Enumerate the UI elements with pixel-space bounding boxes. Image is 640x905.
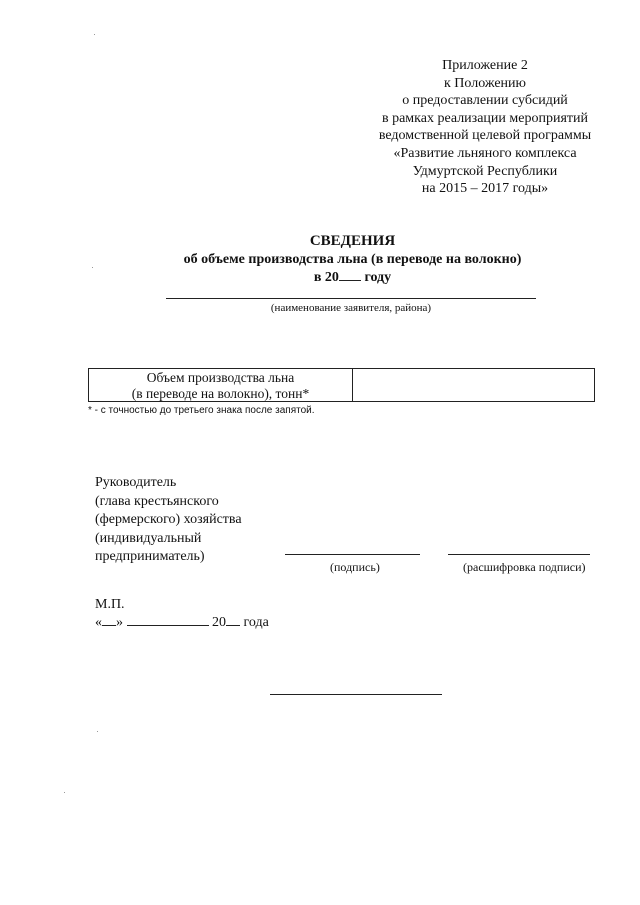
- signature-decode-caption: (расшифровка подписи): [463, 560, 586, 574]
- date-quote-open: «: [95, 615, 102, 630]
- appendix-line: ведомственной целевой программы: [378, 128, 592, 144]
- month-blank: [127, 612, 209, 626]
- document-subtitle: об объеме производства льна (в переводе на волокно): [183, 252, 522, 267]
- document-title-block: [0, 232, 640, 287]
- appendix-line: «Развитие льняного комплекса: [393, 145, 577, 161]
- day-blank: [102, 612, 116, 626]
- appendix-line: в рамках реализации мероприятий: [381, 110, 588, 126]
- bottom-rule: [270, 694, 442, 695]
- date-year-suffix: года: [240, 615, 269, 630]
- year-prefix: в 20: [313, 270, 339, 285]
- applicant-name-line: [166, 298, 536, 299]
- precision-footnote: * - с точностью до третьего знака после запятой.: [88, 405, 315, 416]
- head-line: (глава крестьянского: [95, 493, 219, 509]
- appendix-line: Приложение 2: [442, 58, 528, 73]
- signature-caption: (подпись): [330, 560, 380, 574]
- appendix-line: на 2015 – 2017 годы»: [421, 181, 549, 197]
- head-line: (индивидуальный: [95, 530, 202, 546]
- production-label-line2: (в переводе на волокно), тонн*: [131, 386, 310, 401]
- production-label-cell: [89, 369, 353, 401]
- appendix-line: Удмуртской Республики: [412, 163, 558, 179]
- production-value-cell: [353, 369, 594, 401]
- signature-line: [285, 554, 420, 555]
- signature-decode-line: [448, 554, 590, 555]
- head-line: Руководитель: [95, 475, 177, 490]
- scan-speck: [97, 731, 98, 732]
- date-year-prefix: 20: [212, 615, 226, 630]
- date-line: [95, 612, 269, 632]
- scan-speck: [64, 792, 65, 793]
- scan-speck: [92, 267, 93, 268]
- year-blank: [339, 268, 361, 281]
- scan-speck: [94, 34, 95, 35]
- head-line: предприниматель): [95, 549, 205, 564]
- appendix-line: к Положению: [443, 75, 526, 91]
- appendix-block: [330, 57, 640, 198]
- applicant-name-caption: (наименование заявителя, района): [270, 302, 432, 314]
- date-quote-close: »: [116, 615, 123, 630]
- head-line: (фермерского) хозяйства: [95, 512, 242, 527]
- stamp-place-label: М.П.: [95, 597, 125, 612]
- production-table: [88, 368, 595, 402]
- head-title-block: [95, 474, 242, 567]
- appendix-line: о предоставлении субсидий: [402, 93, 568, 109]
- document-title: СВЕДЕНИЯ: [309, 233, 396, 249]
- year-suffix: году: [360, 270, 392, 285]
- document-year-line: [0, 268, 640, 287]
- date-year-blank: [226, 612, 240, 626]
- production-label-line1: Объем производства льна: [146, 370, 295, 385]
